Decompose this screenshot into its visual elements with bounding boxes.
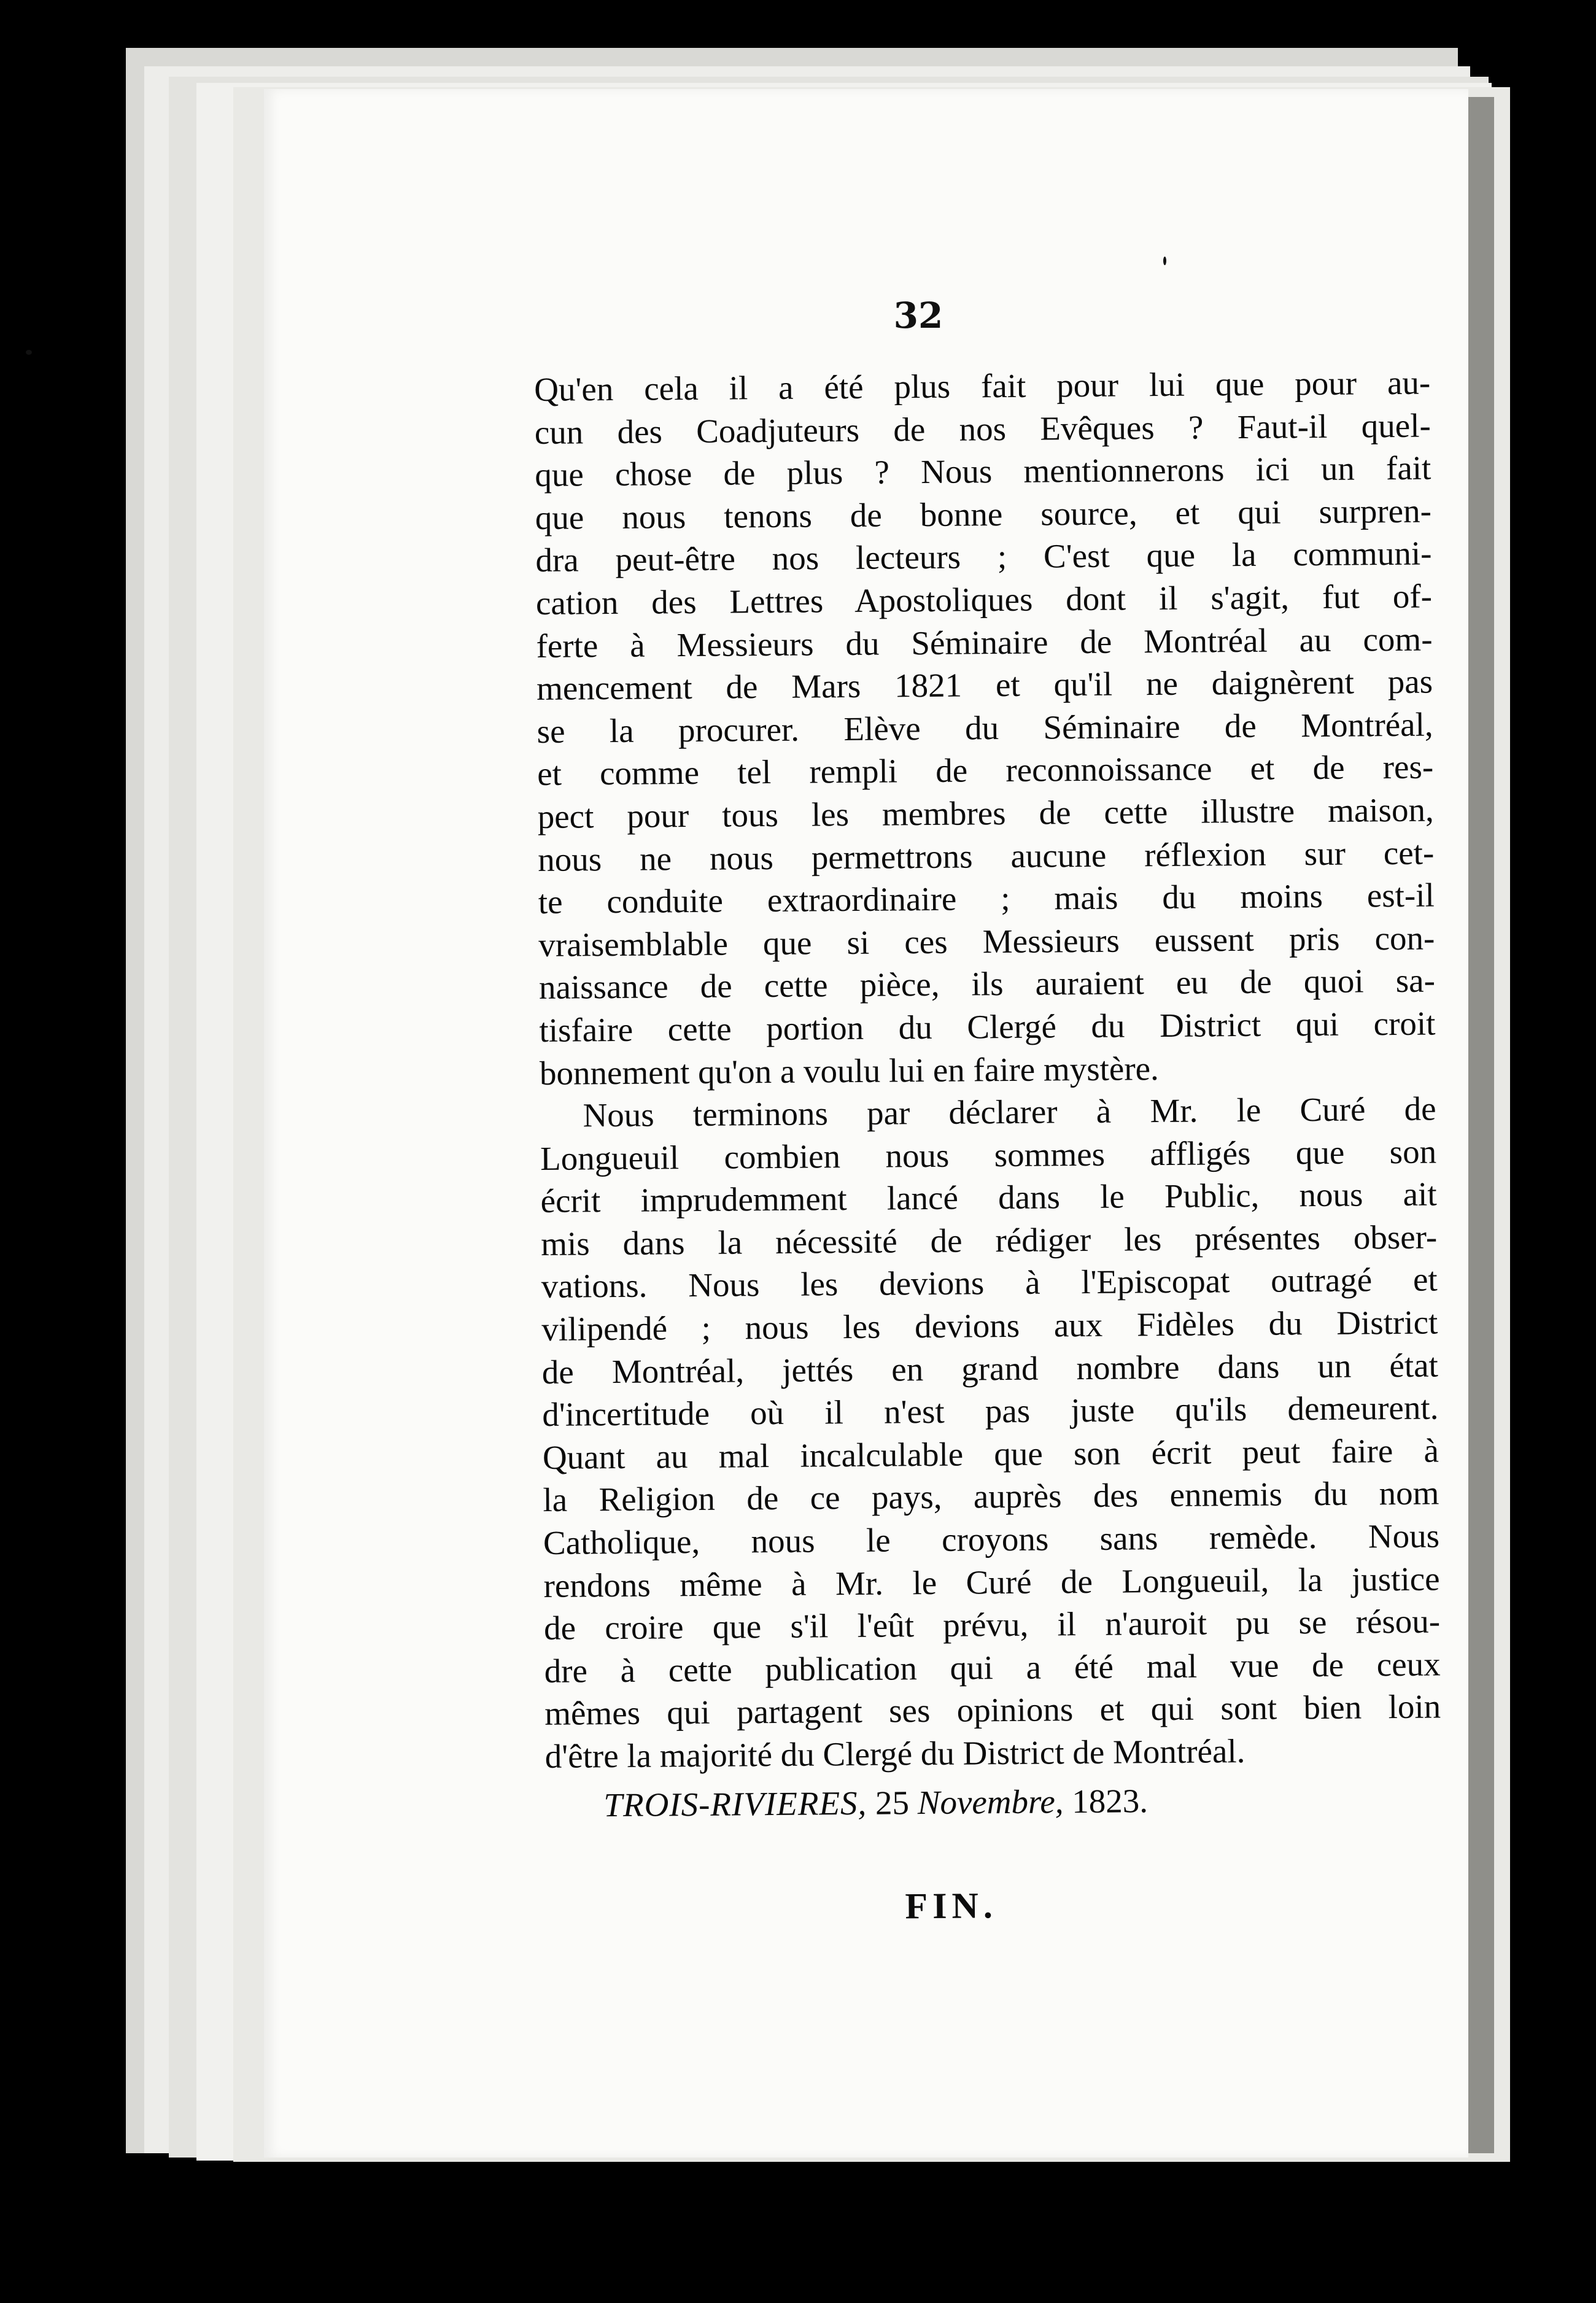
text-line: écrit imprudemment lancé dans le Public, nous ait [540,1175,1437,1220]
text-line: Longueuil combien nous sommes affligés que son [540,1132,1437,1177]
text-line: cun des Coadjuteurs de nos Evêques ? Faut-il quel- [534,406,1431,451]
body-text [534,362,1443,1931]
text-line: Catholique, nous le croyons sans remède. Nous [543,1517,1440,1562]
text-line: Qu'en cela il a été plus fait pour lui que pour au- [534,363,1431,408]
text-line: d'incertitude où il n'est pas juste qu'ils demeurent. [542,1388,1439,1434]
paragraph [534,362,1436,1095]
dateline-day: 25 [875,1783,910,1822]
text-line: et comme tel rempli de reconnoissance et de res- [537,748,1434,793]
text-line: vilipendé ; nous les devions aux Fidèles du District [541,1303,1438,1349]
text-line: de Montréal, jettés en grand nombre dans un état [541,1346,1439,1391]
text-line: vraisemblable que si ces Messieurs eussent pris con- [538,919,1435,964]
scan-speck [26,350,32,355]
text-line: naissance de cette pièce, ils auraient eu de quoi sa- [538,961,1436,1007]
text-line: bonnement qu'on a voulu lui en faire mystère. [539,1049,1160,1092]
text-line: se la procurer. Elève du Séminaire de Montréal, [537,705,1433,750]
page-edge-shadow [1468,97,1494,2153]
text-line: Nous terminons par déclarer à Mr. le Curé de [583,1090,1436,1134]
dateline [545,1777,1442,1827]
text-line: pect pour tous les membres de cette illustre maison, [537,791,1434,835]
text-line: cation des Lettres Apostoliques dont il s'agit, fut of- [535,577,1433,622]
book-page [264,89,1468,2158]
text-line: rendons même à Mr. le Curé de Longueuil, la justice [543,1560,1440,1604]
dateline-month: Novembre, [917,1782,1064,1821]
dateline-year: 1823. [1072,1781,1149,1820]
text-line: tisfaire cette portion du Clergé du District qui croit [539,1004,1436,1049]
text-line: la Religion de ce pays, auprès des ennemis du nom [543,1474,1439,1519]
page-number: 32 [893,295,943,336]
text-line: dra peut-être nos lecteurs ; C'est que la communi- [535,534,1432,579]
text-line: mêmes qui partagent ses opinions et qui sont bien loin [544,1687,1441,1733]
text-line: d'être la majorité du Clergé du District de Montréal. [544,1732,1245,1775]
text-line: de croire que s'il l'eût prévu, il n'auroit pu se résou- [543,1602,1441,1647]
text-line: mencement de Mars 1821 et qu'il ne daignèrent pas [536,662,1433,708]
text-line: que nous tenons de bonne source, et qui surpren- [535,492,1432,536]
text-line: te conduite extraordinaire ; mais du moins est-il [538,876,1435,921]
text-line: vations. Nous les devions à l'Episcopat outragé et [541,1260,1438,1306]
text-line: mis dans la nécessité de rédiger les présentes obser- [540,1218,1438,1263]
text-line: que chose de plus ? Nous mentionnerons ici un fait [535,449,1431,494]
closing-word: FIN. [905,1885,998,1927]
text-line: nous ne nous permettrons aucune réflexion sur cet- [538,834,1435,878]
text-line: ferte à Messieurs du Séminaire de Montréal au com- [536,620,1433,665]
scan-speck [1163,257,1166,265]
dateline-place: TROIS-RIVIERES, [603,1784,867,1824]
paragraph [540,1088,1441,1778]
text-line: Quant au mal incalculable que son écrit peut faire à [542,1431,1439,1476]
text-line: dre à cette publication qui a été mal vue de ceux [544,1645,1441,1690]
